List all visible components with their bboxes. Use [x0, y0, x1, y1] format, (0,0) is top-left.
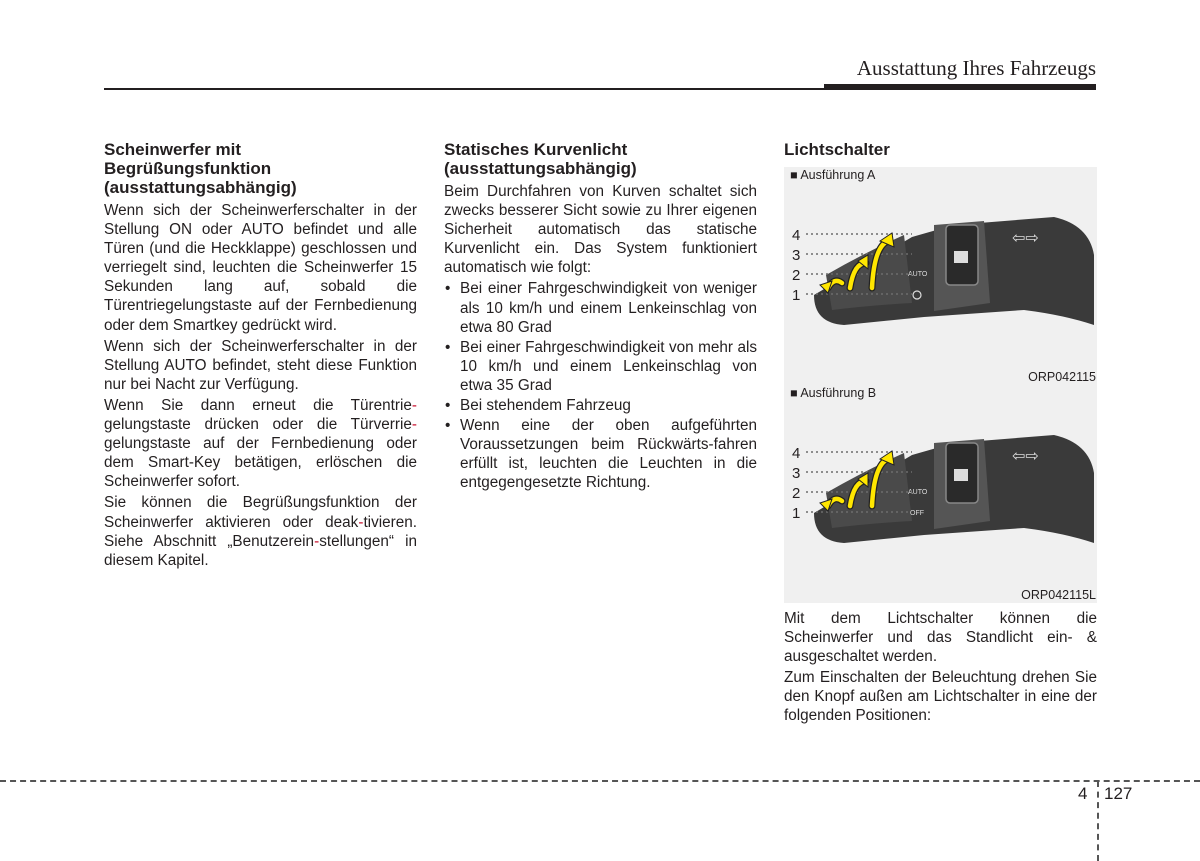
position-label-2: 2 — [792, 267, 801, 284]
heading-line: Scheinwerfer mit — [104, 140, 241, 159]
footer-rule — [0, 780, 1200, 782]
list-item: • Bei einer Fahrgeschwindigkeit von weniger als 10 km/h und einem Lenkeinschlag von etwa 80 Grad — [444, 279, 757, 336]
paragraph — [104, 396, 417, 491]
text-run: gelungstaste auf der Fernbedienung oder dem Smart-Key betätigen, erlöschen die Scheinwerfer sofort. — [104, 435, 417, 491]
figure-version-b — [784, 385, 1097, 603]
page-number: 127 — [1104, 784, 1133, 803]
text-run: tivieren. Siehe Abschnitt „Benutzerein — [104, 513, 417, 550]
heading-line: (ausstattungsabhängig) — [444, 159, 637, 178]
chapter-number: 4 — [1078, 784, 1088, 803]
light-knob — [826, 235, 912, 310]
light-switch-illustration — [784, 403, 1097, 588]
hyphen-mark: - — [358, 513, 364, 531]
list-item: • Bei einer Fahrgeschwindigkeit von mehr als 10 km/h und einem Lenkeinschlag von etwa 35 Grad — [444, 338, 757, 395]
list-item: • Bei stehendem Fahrzeug — [444, 396, 757, 415]
heading-line: Begrüßungsfunktion — [104, 159, 272, 178]
position-label-2: 2 — [792, 485, 801, 502]
column-static-bending-light — [444, 140, 757, 494]
switch-mark-auto: AUTO — [908, 489, 928, 496]
section-heading-light-switch: Lichtschalter — [784, 140, 890, 159]
switch-mark-auto: AUTO — [908, 271, 928, 278]
turn-signal-icon: ⇦⇨ — [1012, 446, 1039, 465]
position-label-1: 1 — [792, 505, 801, 522]
condition-list — [444, 279, 757, 492]
text-run: stellungen“ in diesem Kapitel. — [104, 532, 417, 569]
heading-line: (ausstattungsabhängig) — [104, 178, 297, 197]
section-heading-welcome — [104, 140, 417, 197]
switch-mark-off: OFF — [910, 510, 924, 517]
figure-version-a — [784, 167, 1097, 385]
header-rule-accent — [824, 84, 1096, 90]
hyphen-mark: - — [314, 532, 320, 550]
figure-code: ORP042115L — [1021, 588, 1096, 602]
text-run: Sie können die Begrüßungsfunktion der Scheinwerfer aktivieren oder deak — [104, 494, 417, 531]
figure-code: ORP042115 — [1028, 370, 1096, 384]
light-switch-illustration — [784, 185, 1097, 370]
hyphen-mark: - — [411, 396, 417, 414]
paragraph: Beim Durchfahren von Kurven schaltet sich zwecks besserer Sicht sowie zu Ihrer eigenen Sicherheit automatisch das statische Kurvenlicht ein. Das System funktioniert automatisch wie folgt: — [444, 183, 757, 277]
position-label-1: 1 — [792, 287, 801, 304]
position-label-3: 3 — [792, 247, 801, 264]
list-item: • Wenn eine der oben aufgeführten Voraussetzungen beim Rückwärts-fahren erfüllt ist, leuchten die Leuchten in die entgegengesetzte Richtung. — [444, 416, 757, 492]
hyphen-mark: - — [411, 416, 417, 434]
turn-signal-icon: ⇦⇨ — [1012, 228, 1039, 247]
figure-caption: ■ Ausführung B — [790, 386, 877, 400]
light-knob — [826, 453, 912, 528]
paragraph: Zum Einschalten der Beleuchtung drehen Sie den Knopf außen am Lichtschalter in eine der folgenden Positionen: — [784, 669, 1097, 725]
footer-divider — [1097, 781, 1099, 861]
text-run: gelungstaste drücken oder die Türverrie — [104, 416, 412, 434]
position-label-3: 3 — [792, 465, 801, 482]
position-label-4: 4 — [792, 445, 801, 462]
figure-caption: ■ Ausführung A — [790, 168, 876, 182]
paragraph: Wenn sich der Scheinwerferschalter in der Stellung AUTO befindet, steht diese Funktion nur bei Nacht zur Verfügung. — [104, 337, 417, 393]
text-run: Wenn Sie dann erneut die Türentrie — [104, 396, 412, 414]
section-heading-bending-light — [444, 140, 757, 178]
position-label-4: 4 — [792, 227, 801, 244]
paragraph — [104, 493, 417, 569]
heading-line: Statisches Kurvenlicht — [444, 140, 628, 159]
wash-icon — [954, 469, 968, 481]
column-welcome-function — [104, 140, 417, 572]
wash-icon — [954, 251, 968, 263]
running-header: Ausstattung Ihres Fahrzeugs — [856, 56, 1096, 80]
paragraph: Mit dem Lichtschalter können die Scheinwerfer und das Standlicht ein- & ausgeschaltet werden. — [784, 610, 1097, 666]
paragraph: Wenn sich der Scheinwerferschalter in der Stellung ON oder AUTO befindet und alle Türen (und die Heckklappe) geschlossen und verriegelt sind, leuchten die Scheinwerfer 15 Sekunden lang auf, sobald die Türentriegelungstaste auf der Fernbedienung oder dem Smartkey gedrückt wird. — [104, 202, 417, 334]
column-light-switch — [784, 140, 1097, 728]
